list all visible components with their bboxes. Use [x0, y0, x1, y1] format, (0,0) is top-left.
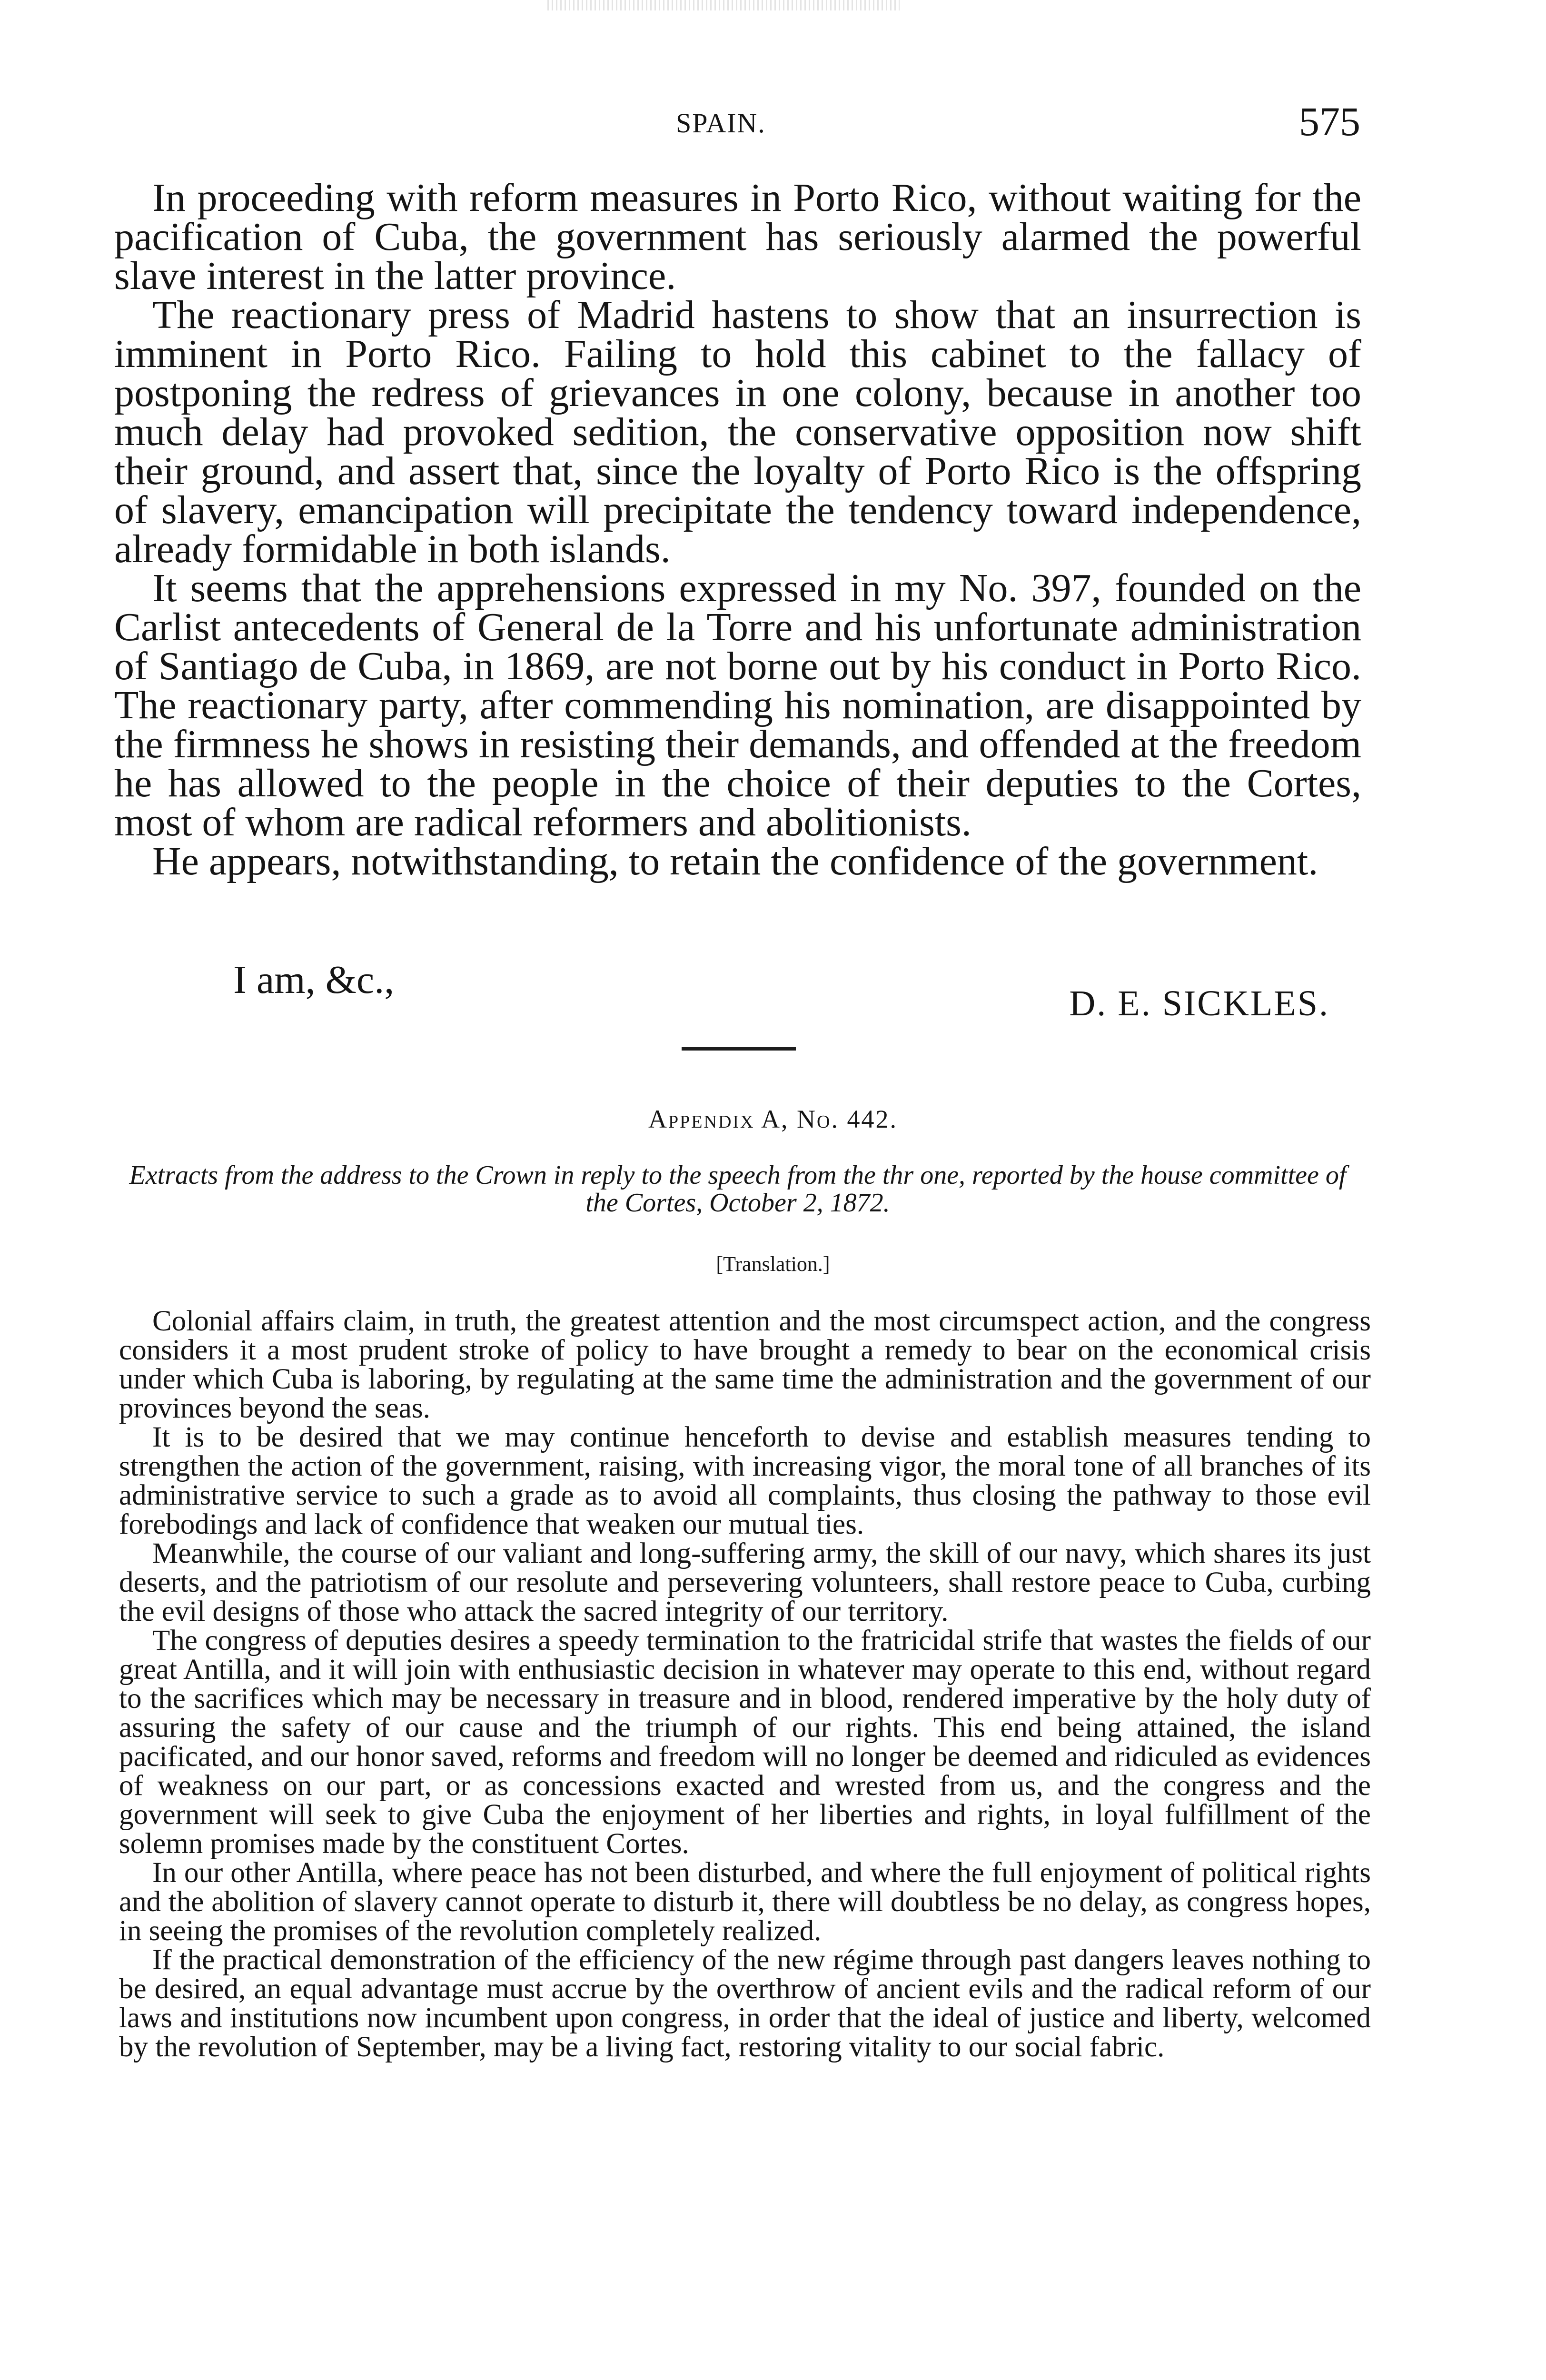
- appendix-title: Appendix A, No. 442.: [648, 1105, 898, 1133]
- extract-paragraph: If the practical demonstration of the efficiency of the new régime through past dangers leaves nothing to be desired, an equal advantage must accrue by the overthrow of ancient evils and the radical reform of our laws and institutions now incumbent upon congress, in order that the ideal of justice and liberty, welcomed by the revolution of September, may be a living fact, restoring vitality to our social fabric.: [119, 1944, 1371, 2063]
- appendix-body: [119, 1307, 1371, 2062]
- extract-paragraph: Meanwhile, the course of our valiant and long-suffering army, the skill of our navy, which shares its just deserts, and the patriotism of our resolute and persevering volunteers, shall restore peace to Cuba, curbing the evil designs of those who attack the sacred integrity of our territory.: [119, 1537, 1371, 1627]
- letter-paragraph: It seems that the apprehensions expressed in my No. 397, founded on the Carlist antecedents of General de la Torre and his unfortunate administration of Santiago de Cuba, in 1869, are not borne out by his conduct in Porto Rico. The reactionary party, after commending his nomination, are disappointed by the firmness he shows in resisting their demands, and offended at the freedom he has allowed to the people in the choice of their deputies to the Cortes, most of whom are radical reformers and abolitionists.: [114, 566, 1361, 844]
- translation-note: [Translation.]: [716, 1252, 830, 1276]
- page-number: 575: [1299, 99, 1360, 144]
- extract-paragraph: The congress of deputies desires a speedy termination to the fratricidal strife that wastes the fields of our great Antilla, and it will join with enthusiastic decision in whatever may operate to this end, without regard to the sacrifices which may be necessary in treasure and in blood, rendered imperative by the holy duty of assuring the safety of our cause and the triumph of our rights. This end being attained, the island pacificated, and our honor saved, reforms and freedom will no longer be deemed and ridiculed as evidences of weakness on our part, or as concessions exacted and wrested from us, and the congress and the government will seek to give Cuba the enjoyment of her liberties and rights, in loyal fulfillment of the solemn promises made by the constituent Cortes.: [119, 1625, 1371, 1860]
- scan-artifact: [547, 0, 900, 10]
- letter-body: [114, 178, 1361, 881]
- letter-paragraph: In proceeding with reform measures in Porto Rico, without waiting for the pacification of Cuba, the government has seriously alarmed the powerful slave interest in the latter province.: [114, 176, 1361, 298]
- page-header: [0, 98, 1546, 155]
- section-divider: [682, 1047, 796, 1051]
- extract-paragraph: In our other Antilla, where peace has not been disturbed, and where the full enjoyment of political rights and the abolition of slavery cannot operate to disturb it, there will doubtless be no delay, as congress hopes, in seeing the promises of the revolution completely realized.: [119, 1857, 1371, 1947]
- letter-paragraph: He appears, notwithstanding, to retain the confidence of the government.: [152, 839, 1318, 883]
- signature: D. E. SICKLES.: [1069, 983, 1329, 1023]
- letter-paragraph: The reactionary press of Madrid hastens to show that an insurrection is imminent in Porto Rico. Failing to hold this cabinet to the fallacy of postponing the redress of grievances in one colony, because in another too much delay had provoked sedition, the conservative opposition now shift their ground, and assert that, since the loyalty of Porto Rico is the offspring of slavery, emancipation will precipitate the tendency toward independence, already formidable in both islands.: [114, 293, 1361, 571]
- appendix-subtitle: Extracts from the address to the Crown in reply to the speech from the thr one, reported by the house committee of the Cortes, October 2, 1872.: [129, 1160, 1347, 1218]
- extract-paragraph: It is to be desired that we may continue henceforth to devise and establish measures tending to strengthen the action of the government, raising, with increasing vigor, the moral tone of all branches of its administrative service to such a grade as to avoid all complaints, thus closing the pathway to those evil forebodings and lack of confidence that weaken our mutual ties.: [119, 1421, 1371, 1540]
- running-head: SPAIN.: [676, 108, 766, 139]
- extract-paragraph: Colonial affairs claim, in truth, the greatest attention and the most circumspect action, and the congress considers it a most prudent stroke of policy to have brought a remedy to bear on the economical crisis under which Cuba is laboring, by regulating at the same time the administration and the government of our provinces beyond the seas.: [119, 1305, 1371, 1424]
- letter-closing: I am, &c.,: [233, 958, 395, 1002]
